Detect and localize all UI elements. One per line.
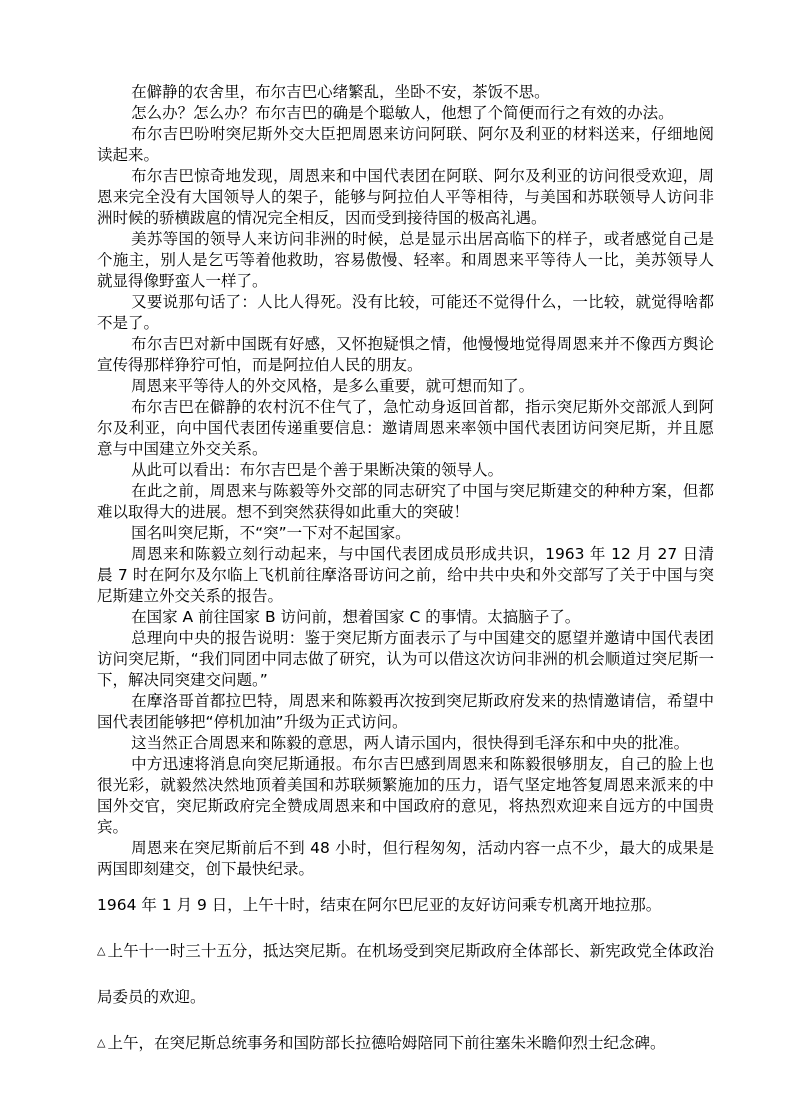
triangle-marker-icon: △ <box>97 1036 106 1049</box>
paragraph: 国名叫突尼斯，不“突”一下对不起国家。 <box>131 524 411 542</box>
diary-entry: △ 上午，在突尼斯总统事务和国防部长拉德哈姆陪同下前往塞朱米瞻仰烈士纪念碑。 <box>97 1034 666 1052</box>
paragraph: 在僻静的农舍里，布尔吉巴心绪繁乱，坐卧不安，茶饭不思。 <box>131 83 550 101</box>
diary-section <box>97 882 714 1066</box>
document-text <box>97 82 714 1066</box>
paragraph: 布尔吉巴在僻静的农村沉不住气了，急忙动身返回首都，指示突尼斯外交部派人到阿尔及利亚，向中国代表团传递重要信息：邀请周恩来率领中国代表团访问突尼斯，并且愿意与中国建立外交关系。 <box>97 398 714 458</box>
paragraph: 在国家 A 前往国家 B 访问前，想着国家 C 的事情。太搞脑子了。 <box>131 608 581 626</box>
paragraph: 周恩来在突尼斯前后不到 48 小时，但行程匆匆，活动内容一点不少，最大的成果是两国即刻建交，创下最快纪录。 <box>97 839 714 878</box>
paragraph: 美苏等国的领导人来访问非洲的时候，总是显示出居高临下的样子，或者感觉自己是个施主，别人是乞丐等着他救助，容易傲慢、轻率。和周恩来平等待人一比，美苏领导人就显得像野蛮人一样了。 <box>97 230 714 290</box>
paragraph: 在此之前，周恩来与陈毅等外交部的同志研究了中国与突尼斯建交的种种方案，但都难以取得大的进展。想不到突然获得如此重大的突破！ <box>97 482 714 521</box>
paragraph: 布尔吉巴吩咐突尼斯外交大臣把周恩来访问阿联、阿尔及利亚的材料送来，仔细地阅读起来。 <box>97 125 714 164</box>
paragraph: 从此可以看出：布尔吉巴是个善于果断决策的领导人。 <box>131 461 504 479</box>
paragraph: 布尔吉巴惊奇地发现，周恩来和中国代表团在阿联、阿尔及利亚的访问很受欢迎，周恩来完全没有大国领导人的架子，能够与阿拉伯人平等相待，与美国和苏联领导人访问非洲时候的骄横跋扈的情况完全相反，因而受到接待国的极高礼遇。 <box>97 167 714 227</box>
paragraph: 这当然正合周恩来和陈毅的意思，两人请示国内，很快得到毛泽东和中央的批准。 <box>131 734 690 752</box>
paragraph: 怎么办？怎么办？布尔吉巴的确是个聪敏人，他想了个简便而行之有效的办法。 <box>131 104 674 122</box>
paragraph: 布尔吉巴对新中国既有好感，又怀抱疑惧之情，他慢慢地觉得周恩来并不像西方舆论宣传得那样狰狞可怕，而是阿拉伯人民的朋友。 <box>97 335 714 374</box>
diary-entry: △ 上午十一时三十五分，抵达突尼斯。在机场受到突尼斯政府全体部长、新宪政党全体政治局委员的欢迎。 <box>97 942 714 1006</box>
diary-entry: 1964 年 1 月 9 日，上午十时，结束在阿尔巴尼亚的友好访问乘专机离开地拉那。 <box>97 896 662 914</box>
paragraph: 在摩洛哥首都拉巴特，周恩来和陈毅再次按到突尼斯政府发来的热情邀请信，希望中国代表团能够把“停机加油”升级为正式访问。 <box>97 692 714 731</box>
paragraph: 又要说那句话了：人比人得死。没有比较，可能还不觉得什么，一比较，就觉得啥都不是了。 <box>97 293 714 332</box>
paragraph: 总理向中央的报告说明：鉴于突尼斯方面表示了与中国建交的愿望并邀请中国代表团访问突尼斯，“我们同团中同志做了研究，认为可以借这次访问非洲的机会顺道过突尼斯一下，解决同突建交问题。” <box>97 629 714 689</box>
triangle-marker-icon: △ <box>97 944 106 957</box>
main-paragraphs <box>97 82 714 880</box>
paragraph: 中方迅速将消息向突尼斯通报。布尔吉巴感到周恩来和陈毅很够朋友，自己的脸上也很光彩，就毅然决然地顶着美国和苏联频繁施加的压力，语气坚定地答复周恩来派来的中国外交官，突尼斯政府完全赞成周恩来和中国政府的意见，将热烈欢迎来自远方的中国贵宾。 <box>97 755 714 836</box>
paragraph: 周恩来和陈毅立刻行动起来，与中国代表团成员形成共识，1963 年 12 月 27 日清晨 7 时在阿尔及尔临上飞机前往摩洛哥访问之前，给中共中央和外交部写了关于中国与突尼斯建立外交关系的报告。 <box>97 545 714 605</box>
paragraph: 周恩来平等待人的外交风格，是多么重要，就可想而知了。 <box>131 377 535 395</box>
